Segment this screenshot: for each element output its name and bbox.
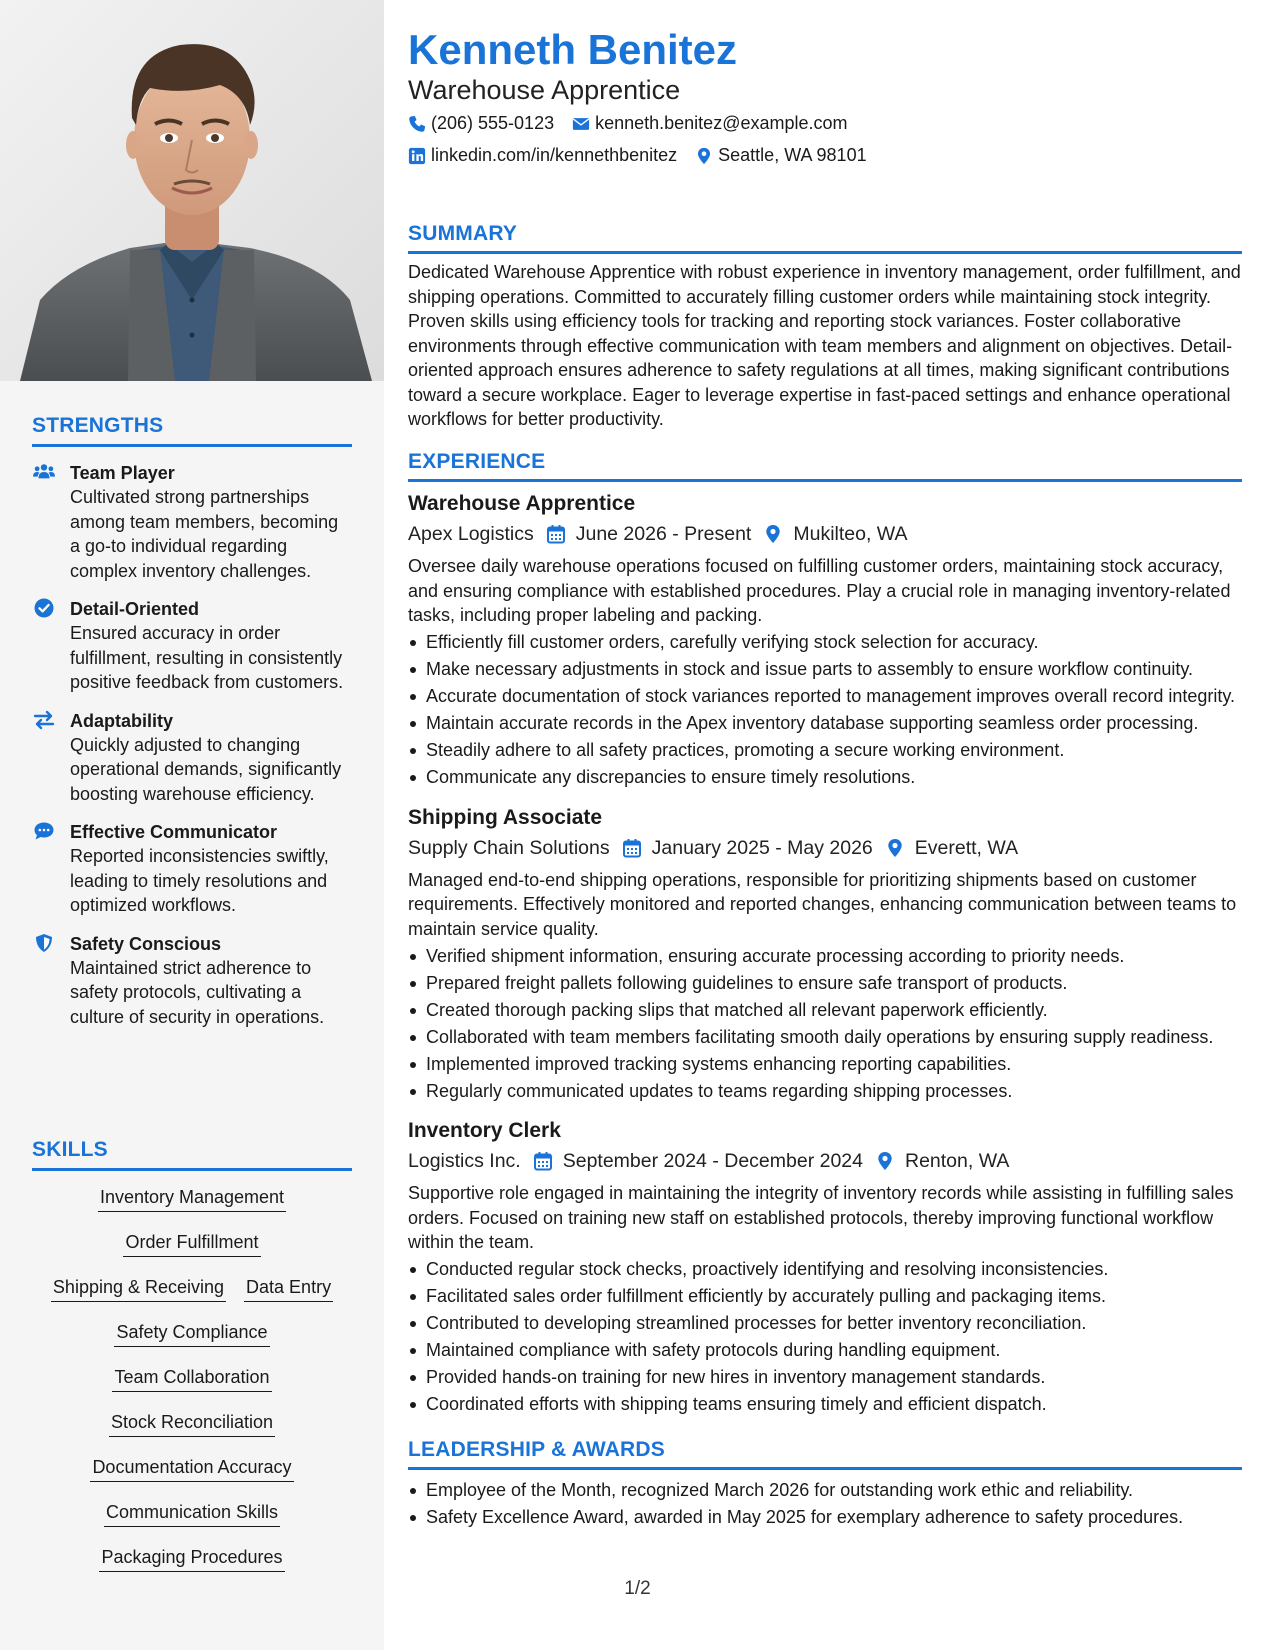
email-icon xyxy=(572,115,590,133)
job-title: Inventory Clerk xyxy=(408,1119,561,1142)
job-location xyxy=(763,519,907,549)
candidate-name: Kenneth Benitez xyxy=(408,26,738,73)
location-contact xyxy=(695,145,866,166)
job-company: Supply Chain Solutions xyxy=(408,836,610,859)
bullet-item: Maintained compliance with safety protocols during handling equipment. xyxy=(408,1338,1242,1363)
strength-title: Team Player xyxy=(70,463,175,483)
strength-title: Effective Communicator xyxy=(70,822,278,842)
strength-title: Safety Conscious xyxy=(70,933,222,954)
job-dates-text: September 2024 - December 2024 xyxy=(562,1150,863,1172)
bullet-item: Facilitated sales order fulfillment efficiently by accurately pulling and packaging items. xyxy=(408,1284,1242,1309)
skill-tag: Shipping & Receiving xyxy=(51,1275,226,1302)
calendar-icon xyxy=(622,838,642,858)
email-contact[interactable] xyxy=(572,113,847,134)
job-bullets xyxy=(408,1257,1242,1417)
skill-tag: Safety Compliance xyxy=(114,1320,269,1347)
summary-heading: SUMMARY xyxy=(408,222,1242,254)
job-location xyxy=(885,833,1018,863)
awards-list xyxy=(408,1478,1242,1530)
award-item: Employee of the Month, recognized March 2026 for outstanding work ethic and reliability. xyxy=(408,1478,1242,1503)
strength-item xyxy=(32,820,352,918)
job-meta xyxy=(408,833,1242,863)
experience-section xyxy=(408,450,1242,1417)
location-text: Seattle, WA 98101 xyxy=(718,145,867,165)
skill-tag: Inventory Management xyxy=(98,1185,286,1212)
skill-tag: Documentation Accuracy xyxy=(90,1455,293,1482)
page-number: 1/2 xyxy=(624,1578,651,1599)
location-pin-icon xyxy=(885,838,905,858)
skill-tag: Order Fulfillment xyxy=(123,1230,260,1257)
linkedin-contact[interactable] xyxy=(408,145,677,166)
job-meta xyxy=(408,1146,1242,1176)
bullet-item: Collaborated with team members facilitating smooth daily operations by ensuring supply readiness. xyxy=(408,1025,1242,1050)
skills-section xyxy=(32,1138,352,1572)
strengths-section xyxy=(32,414,352,1029)
skill-tag: Team Collaboration xyxy=(112,1365,271,1392)
strength-description: Maintained strict adherence to safety protocols, cultivating a culture of security in operations. xyxy=(70,957,325,1027)
job-dates xyxy=(533,1146,863,1176)
job-location-text: Everett, WA xyxy=(914,836,1019,859)
skill-tag: Stock Reconciliation xyxy=(109,1410,275,1437)
check-circle-icon xyxy=(32,597,56,619)
candidate-role: Warehouse Apprentice xyxy=(408,75,681,105)
phone-text: (206) 555-0123 xyxy=(431,113,555,133)
calendar-icon xyxy=(546,524,566,544)
job-dates xyxy=(546,519,752,549)
skill-tag: Data Entry xyxy=(244,1275,333,1302)
bullet-item: Verified shipment information, ensuring accurate processing according to priority needs. xyxy=(408,944,1242,969)
job-description: Oversee daily warehouse operations focused on fulfilling customer orders, maintaining stock accuracy, and ensuring compliance with established procedures. Play a crucial role in managing inventory-related tasks, including proper labeling and packing. xyxy=(408,556,1231,625)
bullet-item: Created thorough packing slips that matched all relevant paperwork efficiently. xyxy=(408,998,1242,1023)
job-dates-text: January 2025 - May 2026 xyxy=(651,836,873,859)
job-description: Managed end-to-end shipping operations, responsible for prioritizing shipments based on customer requirements. Effectively monitored and reported changes, enhancing communication between teams to maintain service quality. xyxy=(408,869,1237,939)
contact-row xyxy=(408,145,885,166)
experience-heading: EXPERIENCE xyxy=(408,450,1242,482)
skills-heading: SKILLS xyxy=(32,1138,352,1171)
bullet-item: Steadily adhere to all safety practices, promoting a secure working environment. xyxy=(408,738,1242,763)
job-dates xyxy=(622,833,873,863)
job-location-text: Mukilteo, WA xyxy=(793,523,908,545)
job-company: Logistics Inc. xyxy=(408,1150,521,1172)
bullet-item: Maintain accurate records in the Apex inventory database supporting seamless order processing. xyxy=(408,711,1242,736)
users-icon xyxy=(32,461,56,483)
strength-description: Reported inconsistencies swiftly, leading to timely resolutions and optimized workflows. xyxy=(70,846,329,915)
job-entry xyxy=(408,804,1242,1104)
skill-tag: Communication Skills xyxy=(104,1500,280,1527)
location-pin-icon xyxy=(875,1151,895,1171)
shield-icon xyxy=(32,932,56,954)
job-entry xyxy=(408,490,1242,790)
strength-description: Cultivated strong partnerships among team members, becoming a go-to individual regarding complex inventory challenges. xyxy=(70,487,339,581)
job-bullets xyxy=(408,944,1242,1104)
strength-item xyxy=(32,709,352,807)
email-text: kenneth.benitez@example.com xyxy=(595,113,848,133)
job-dates-text: June 2026 - Present xyxy=(575,523,752,545)
calendar-icon xyxy=(533,1151,553,1171)
bullet-item: Communicate any discrepancies to ensure timely resolutions. xyxy=(408,765,1242,790)
profile-photo xyxy=(0,0,384,381)
strength-title: Adaptability xyxy=(70,710,174,731)
linkedin-text: linkedin.com/in/kennethbenitez xyxy=(431,145,678,165)
award-item: Safety Excellence Award, awarded in May 2025 for exemplary adherence to safety procedures. xyxy=(408,1505,1242,1530)
job-meta xyxy=(408,519,1242,549)
bullet-item: Regularly communicated updates to teams regarding shipping processes. xyxy=(408,1079,1242,1104)
awards-heading: LEADERSHIP & AWARDS xyxy=(408,1438,1242,1470)
bullet-item: Coordinated efforts with shipping teams ensuring timely and efficient dispatch. xyxy=(408,1392,1242,1417)
bullet-item: Prepared freight pallets following guidelines to ensure safe transport of products. xyxy=(408,971,1242,996)
job-title: Warehouse Apprentice xyxy=(408,492,636,515)
sidebar xyxy=(0,0,384,1650)
bullet-item: Make necessary adjustments in stock and issue parts to assembly to ensure workflow continuity. xyxy=(408,657,1242,682)
bullet-item: Contributed to developing streamlined processes for better inventory reconciliation. xyxy=(408,1311,1242,1336)
strength-description: Quickly adjusted to changing operational demands, significantly boosting warehouse efficiency. xyxy=(70,734,342,804)
awards-section xyxy=(408,1438,1242,1530)
job-company: Apex Logistics xyxy=(408,523,534,545)
strength-item xyxy=(32,461,352,583)
exchange-arrows-icon xyxy=(32,709,56,731)
strengths-heading: STRENGTHS xyxy=(32,414,352,447)
skill-tag: Packaging Procedures xyxy=(99,1545,284,1572)
bullet-item: Implemented improved tracking systems enhancing reporting capabilities. xyxy=(408,1052,1242,1077)
linkedin-icon xyxy=(408,147,426,165)
summary-section xyxy=(408,222,1242,432)
location-pin-icon xyxy=(695,147,713,165)
location-pin-icon xyxy=(763,524,783,544)
job-location-text: Renton, WA xyxy=(904,1150,1010,1172)
phone-contact[interactable] xyxy=(408,113,554,134)
job-description: Supportive role engaged in maintaining the integrity of inventory records while assisting in fulfilling sales orders. Focused on training new staff on established protocols, thereby improving functional workflow within the team. xyxy=(408,1183,1234,1252)
strength-description: Ensured accuracy in order fulfillment, resulting in consistently positive feedback from customers. xyxy=(70,623,344,692)
job-entry xyxy=(408,1117,1242,1417)
strength-title: Detail-Oriented xyxy=(70,599,200,619)
contact-row xyxy=(408,113,866,134)
bullet-item: Provided hands-on training for new hires in inventory management standards. xyxy=(408,1365,1242,1390)
bullet-item: Conducted regular stock checks, proactively identifying and resolving inconsistencies. xyxy=(408,1257,1242,1282)
bullet-item: Accurate documentation of stock variances reported to management improves overall record integrity. xyxy=(408,684,1242,709)
chat-bubble-icon xyxy=(32,820,56,842)
phone-icon xyxy=(408,115,426,133)
bullet-item: Efficiently fill customer orders, carefully verifying stock selection for accuracy. xyxy=(408,630,1242,655)
summary-text: Dedicated Warehouse Apprentice with robust experience in inventory management, order fulfillment, and shipping operations. Committed to accurately filling customer orders while maintaining stock integrity. Proven skills using efficiency tools for tracking and reporting stock variances. Foster collaborative environments through effective communication with team members and alignment on objectives. Detail-oriented approach ensures adherence to safety regulations at all times, making significant contributions toward a secure workplace. Eager to leverage expertise in fast-paced settings and enhance operational workflows for better productivity. xyxy=(408,262,1241,429)
job-title: Shipping Associate xyxy=(408,805,603,829)
strength-item xyxy=(32,597,352,695)
skills-list xyxy=(32,1185,352,1572)
strength-item xyxy=(32,932,352,1030)
job-location xyxy=(875,1146,1009,1176)
job-bullets xyxy=(408,630,1242,790)
